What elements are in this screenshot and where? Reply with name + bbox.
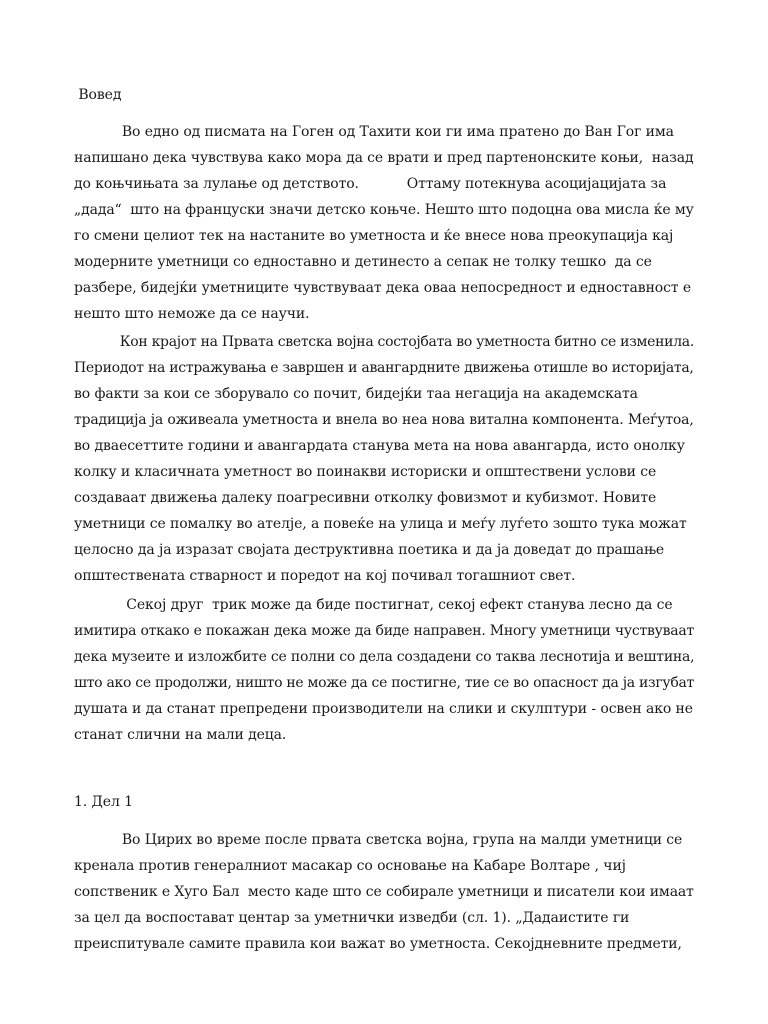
paragraph-line: општествената стварност и поредот на кој почивал тогашниот свет. (74, 568, 576, 584)
section-heading: 1. Дел 1 (74, 794, 133, 810)
paragraph-line: создаваат движења далеку поагресивни отколку фовизмот и кубизмот. Новите (74, 490, 657, 506)
paragraph-line: што ако се продолжи, ништо не може да се постигне, тие се во опасност да ја изгубат (74, 675, 694, 691)
paragraph-line: уметници се помалку во ателје, а повеќе на улица и меѓу луѓето зошто тука можат (74, 516, 687, 532)
paragraph-line: Во едно од писмата на Гоген од Тахити кои ги има пратено до Ван Гог има (74, 124, 674, 140)
paragraph-line: преиспитувале самите правила кои важат во уметноста. Секојдневните предмети, (74, 936, 682, 952)
paragraph-line: „дада“ што на француски значи детско коњче. Нешто што подоцна ова мисла ќе му (74, 202, 694, 218)
paragraph-line: дека музеите и изложбите се полни со дела создадени со таква леснотија и вештина, (74, 649, 695, 665)
paragraph-line: разбере, бидејќи уметниците чувствуваат дека оваа непосредност и едноставност е (74, 280, 692, 296)
paragraph-2 (74, 329, 694, 589)
paragraph-line: имитира откако е покажан дека може да биде направен. Многу уметници чуствуваат (74, 623, 694, 639)
paragraph-line: Периодот на истражувања е завршен и авангардните движења отишле во историјата, (74, 360, 694, 376)
paragraph-line: Секој друг трик може да биде постигнат, секој ефект станува лесно да се (74, 597, 673, 613)
paragraph-line: за цел да воспостават центар за уметнички изведби (сл. 1). „Дадаистите ги (74, 910, 630, 926)
section-paragraph (74, 827, 694, 957)
paragraph-3 (74, 592, 694, 748)
paragraph-line: сопственик е Хуго Бал место каде што се собирале уметници и писатели кои имаат (74, 884, 694, 900)
paragraph-line: до коњчињата за лулање од детството. Оттаму потекнува асоцијацијата за (74, 176, 667, 192)
paragraph-line: душата и да станат препредени производители на слики и скулптури - освен ако не (74, 701, 693, 717)
paragraph-line: станат слични на мали деца. (74, 727, 287, 743)
paragraph-line: нешто што неможе да се научи. (74, 306, 310, 322)
paragraph-line: модерните уметници со едноставно и детинесто а сепак не толку тешко да се (74, 254, 652, 270)
paragraph-line: кренала против генералниот масакар со основање на Кабаре Волтаре , чиј (74, 858, 626, 874)
paragraph-line: колку и класичната уметност во поинакви историски и општествени услови се (74, 464, 657, 480)
paragraph-line: во факти за кои се зборувало со почит, бидејќи таа негација на академската (74, 386, 638, 402)
paragraph-line: го смени целиот тек на настаните во уметноста и ќе внесе нова преокупација кај (74, 228, 674, 244)
intro-heading: Вовед (74, 87, 122, 103)
paragraph-line: целосно да ја изразат својата деструктивна поетика и да ја доведат до прашање (74, 542, 665, 558)
paragraph-1 (74, 119, 694, 327)
paragraph-line: Кон крајот на Првата светска војна состојбата во уметноста битно се изменила. (74, 334, 695, 350)
paragraph-line: во дваесеттите години и авангардата станува мета на нова авангарда, исто онолку (74, 438, 685, 454)
paragraph-line: традиција ја оживеала уметноста и внела во неа нова витална компонента. Меѓутоа, (74, 412, 694, 428)
paragraph-line: напишано дека чувствува како мора да се врати и пред партенонските коњи, назад (74, 150, 694, 166)
paragraph-line: Во Цирих во време после првата светска војна, група на малди уметници се (74, 832, 683, 848)
